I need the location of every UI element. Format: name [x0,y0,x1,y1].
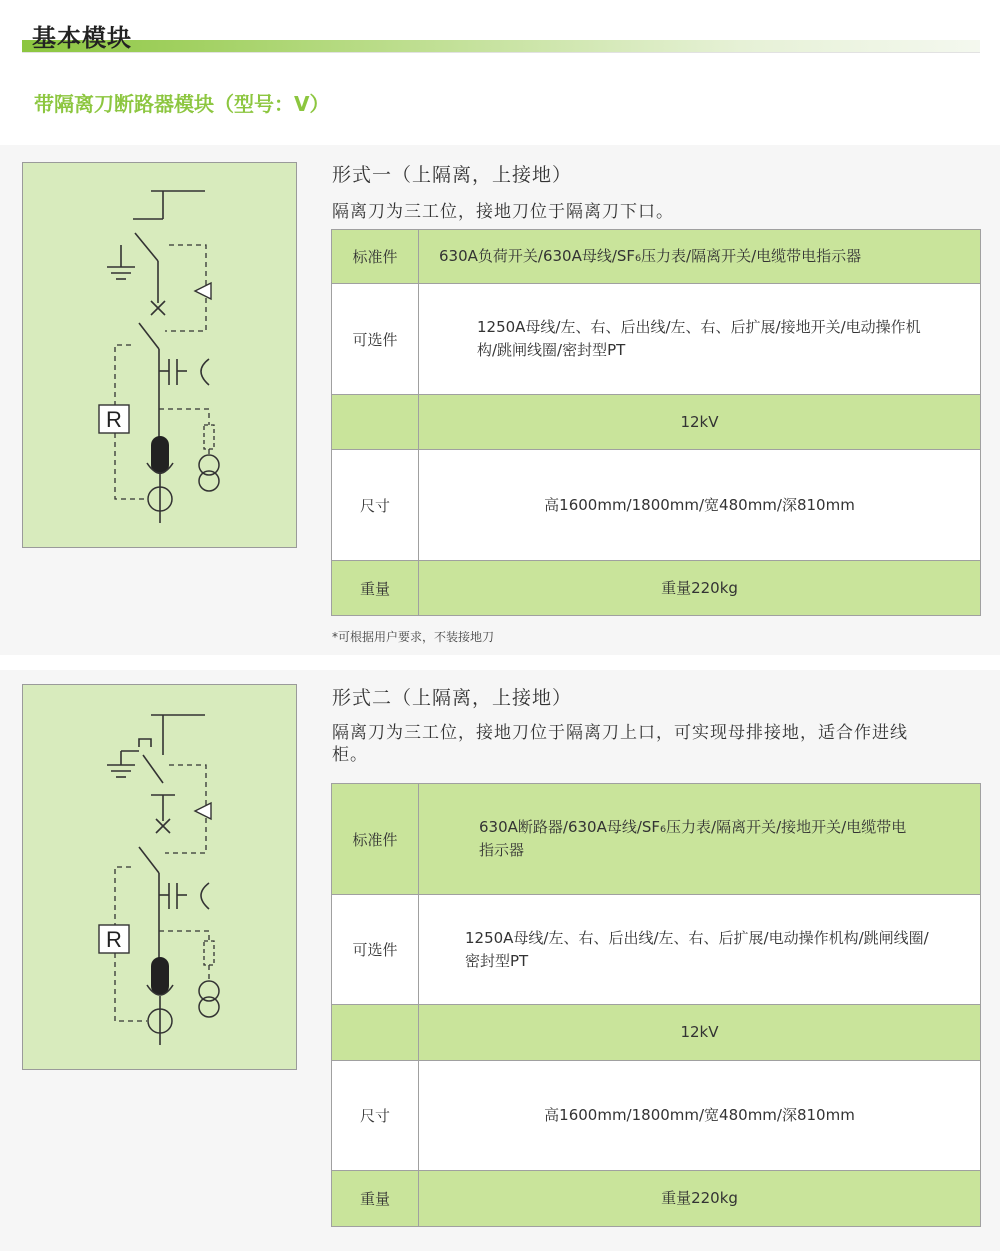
form2-title: 形式二（上隔离，上接地） [332,687,573,709]
form2-description: 隔离刀为三工位，接地刀位于隔离刀上口，可实现母排接地，适合作进线柜。 [332,723,908,765]
voltage-label-cell [332,395,419,450]
form1-spec-table [331,229,981,616]
weight-label: 重量 [332,1171,419,1227]
voltage-value: 12kV [419,395,981,450]
weight-row [332,1171,981,1227]
form2-spec-table [331,783,981,1227]
size-row [332,1061,981,1171]
voltage-row [332,1005,981,1061]
header-decor-bar [22,40,980,52]
voltage-label-cell [332,1005,419,1061]
size-value: 高1600mm/1800mm/宽480mm/深810mm [419,1061,981,1171]
form1-title: 形式一（上隔离，上接地） [332,164,573,186]
weight-value: 重量220kg [419,1171,981,1227]
optional-value: 1250A母线/左、右、后出线/左、右、后扩展/接地开关/电动操作机构/跳闸线圈/密封型PT [419,284,981,395]
size-value: 高1600mm/1800mm/宽480mm/深810mm [419,450,981,561]
standard-label: 标准件 [332,784,419,895]
size-label: 尺寸 [332,1061,419,1171]
optional-label: 可选件 [332,284,419,395]
module-subtitle: 带隔离刀断路器模块（型号：V） [34,92,330,116]
optional-row [332,895,981,1005]
resistor-label: R [106,407,122,432]
page-title: 基本模块 [32,24,132,52]
standard-label: 标准件 [332,230,419,284]
optional-row [332,284,981,395]
weight-row [332,561,981,616]
form1-description: 隔离刀为三工位，接地刀位于隔离刀下口。 [332,202,674,222]
optional-value: 1250A母线/左、右、后出线/左、右、后扩展/电动操作机构/跳闸线圈/密封型PT [419,895,981,1005]
weight-label: 重量 [332,561,419,616]
voltage-value: 12kV [419,1005,981,1061]
standard-value: 630A断路器/630A母线/SF₆压力表/隔离开关/接地开关/电缆带电指示器 [419,784,981,895]
standard-value: 630A负荷开关/630A母线/SF₆压力表/隔离开关/电缆带电指示器 [419,230,981,284]
form1-note: *可根据用户要求，不装接地刀 [332,630,495,644]
form1-circuit-diagram [22,162,297,548]
header-underline [22,52,980,53]
size-label: 尺寸 [332,450,419,561]
weight-value: 重量220kg [419,561,981,616]
optional-label: 可选件 [332,895,419,1005]
standard-row [332,784,981,895]
size-row [332,450,981,561]
resistor-label: R [106,927,122,952]
standard-row [332,230,981,284]
voltage-row [332,395,981,450]
form2-circuit-diagram [22,684,297,1070]
